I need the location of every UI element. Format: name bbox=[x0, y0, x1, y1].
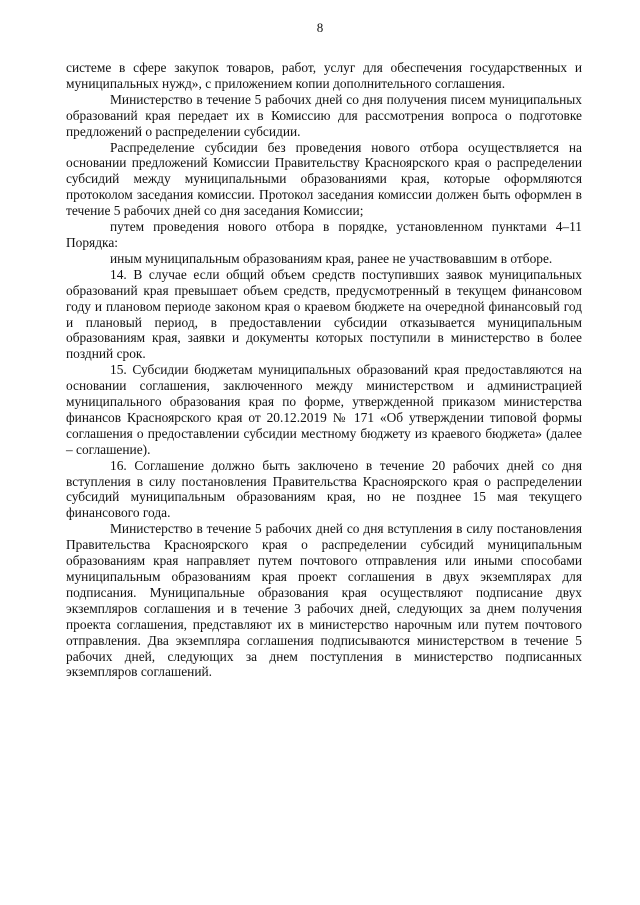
paragraph-item-14: 14. В случае если общий объем средств поступивших заявок муниципальных образований края превышает объем средств, предусмотренный в текущем финансовом году и плановом периоде законом края о краевом бюджете на очередной финансовый год и плановый период, в предоставлении субсидии отказывается муниципальным образованиям края, заявки и документы которых поступили в министерство в более поздний срок. bbox=[66, 266, 582, 362]
paragraph-other-municipalities: иным муниципальным образованиям края, ранее не участвовавшим в отборе. bbox=[110, 250, 553, 266]
document-body bbox=[66, 60, 582, 680]
paragraph-item-15: 15. Субсидии бюджетам муниципальных образований края предоставляются на основании соглашения, заключенного между министерством и администрацией муниципального образования края по форме, утвержденной приказом министерства финансов Красноярского края от 20.12.2019 № 171 «Об утверждении типовой формы соглашения о предоставлении субсидии местному бюджету из краевого бюджета» (далее – соглашение). bbox=[66, 362, 582, 457]
paragraph-ministry-letters: Министерство в течение 5 рабочих дней со дня получения писем муниципальных образований края передает их в Комиссию для рассмотрения вопроса о подготовке предложений о распределении субсидии. bbox=[66, 91, 582, 139]
paragraph-continuation: системе в сфере закупок товаров, работ, услуг для обеспечения государственных и муниципальных нужд», с приложением копии дополнительного соглашения. bbox=[66, 60, 582, 91]
paragraph-distribution-no-selection: Распределение субсидии без проведения нового отбора осуществляется на основании предложений Комиссии Правительству Красноярского края о распределении субсидий между муниципальными образованиями края, которые оформляются протоколом заседания комиссии. Протокол заседания комиссии должен быть оформлен в течение 5 рабочих дней со дня заседания Комиссии; bbox=[66, 139, 582, 219]
paragraph-agreement-signing: Министерство в течение 5 рабочих дней со дня вступления в силу постановления Правительства Красноярского края о распределении субсидий муниципальным образованиям края направляет путем почтового отправления или иными способами муниципальным образованиям края проект соглашения в двух экземплярах для подписания. Муниципальные образования края осуществляют подписание двух экземпляров соглашения и в течение 3 рабочих дней, следующих за днем получения проекта соглашения, представляют их в министерство нарочным или путем почтового отправления. Два экземпляра соглашения подписываются министерством в течение 5 рабочих дней, следующих за днем поступления в министерство подписанных экземпляров соглашений. bbox=[66, 521, 582, 680]
page-number: 8 bbox=[316, 20, 324, 35]
paragraph-item-16: 16. Соглашение должно быть заключено в течение 20 рабочих дней со дня вступления в силу постановления Правительства Красноярского края о распределении субсидий муниципальным образованиям края, но не позднее 15 мая текущего финансового года. bbox=[66, 457, 582, 521]
paragraph-new-selection: путем проведения нового отбора в порядке, установленном пунктами 4–11 Порядка: bbox=[66, 219, 582, 250]
